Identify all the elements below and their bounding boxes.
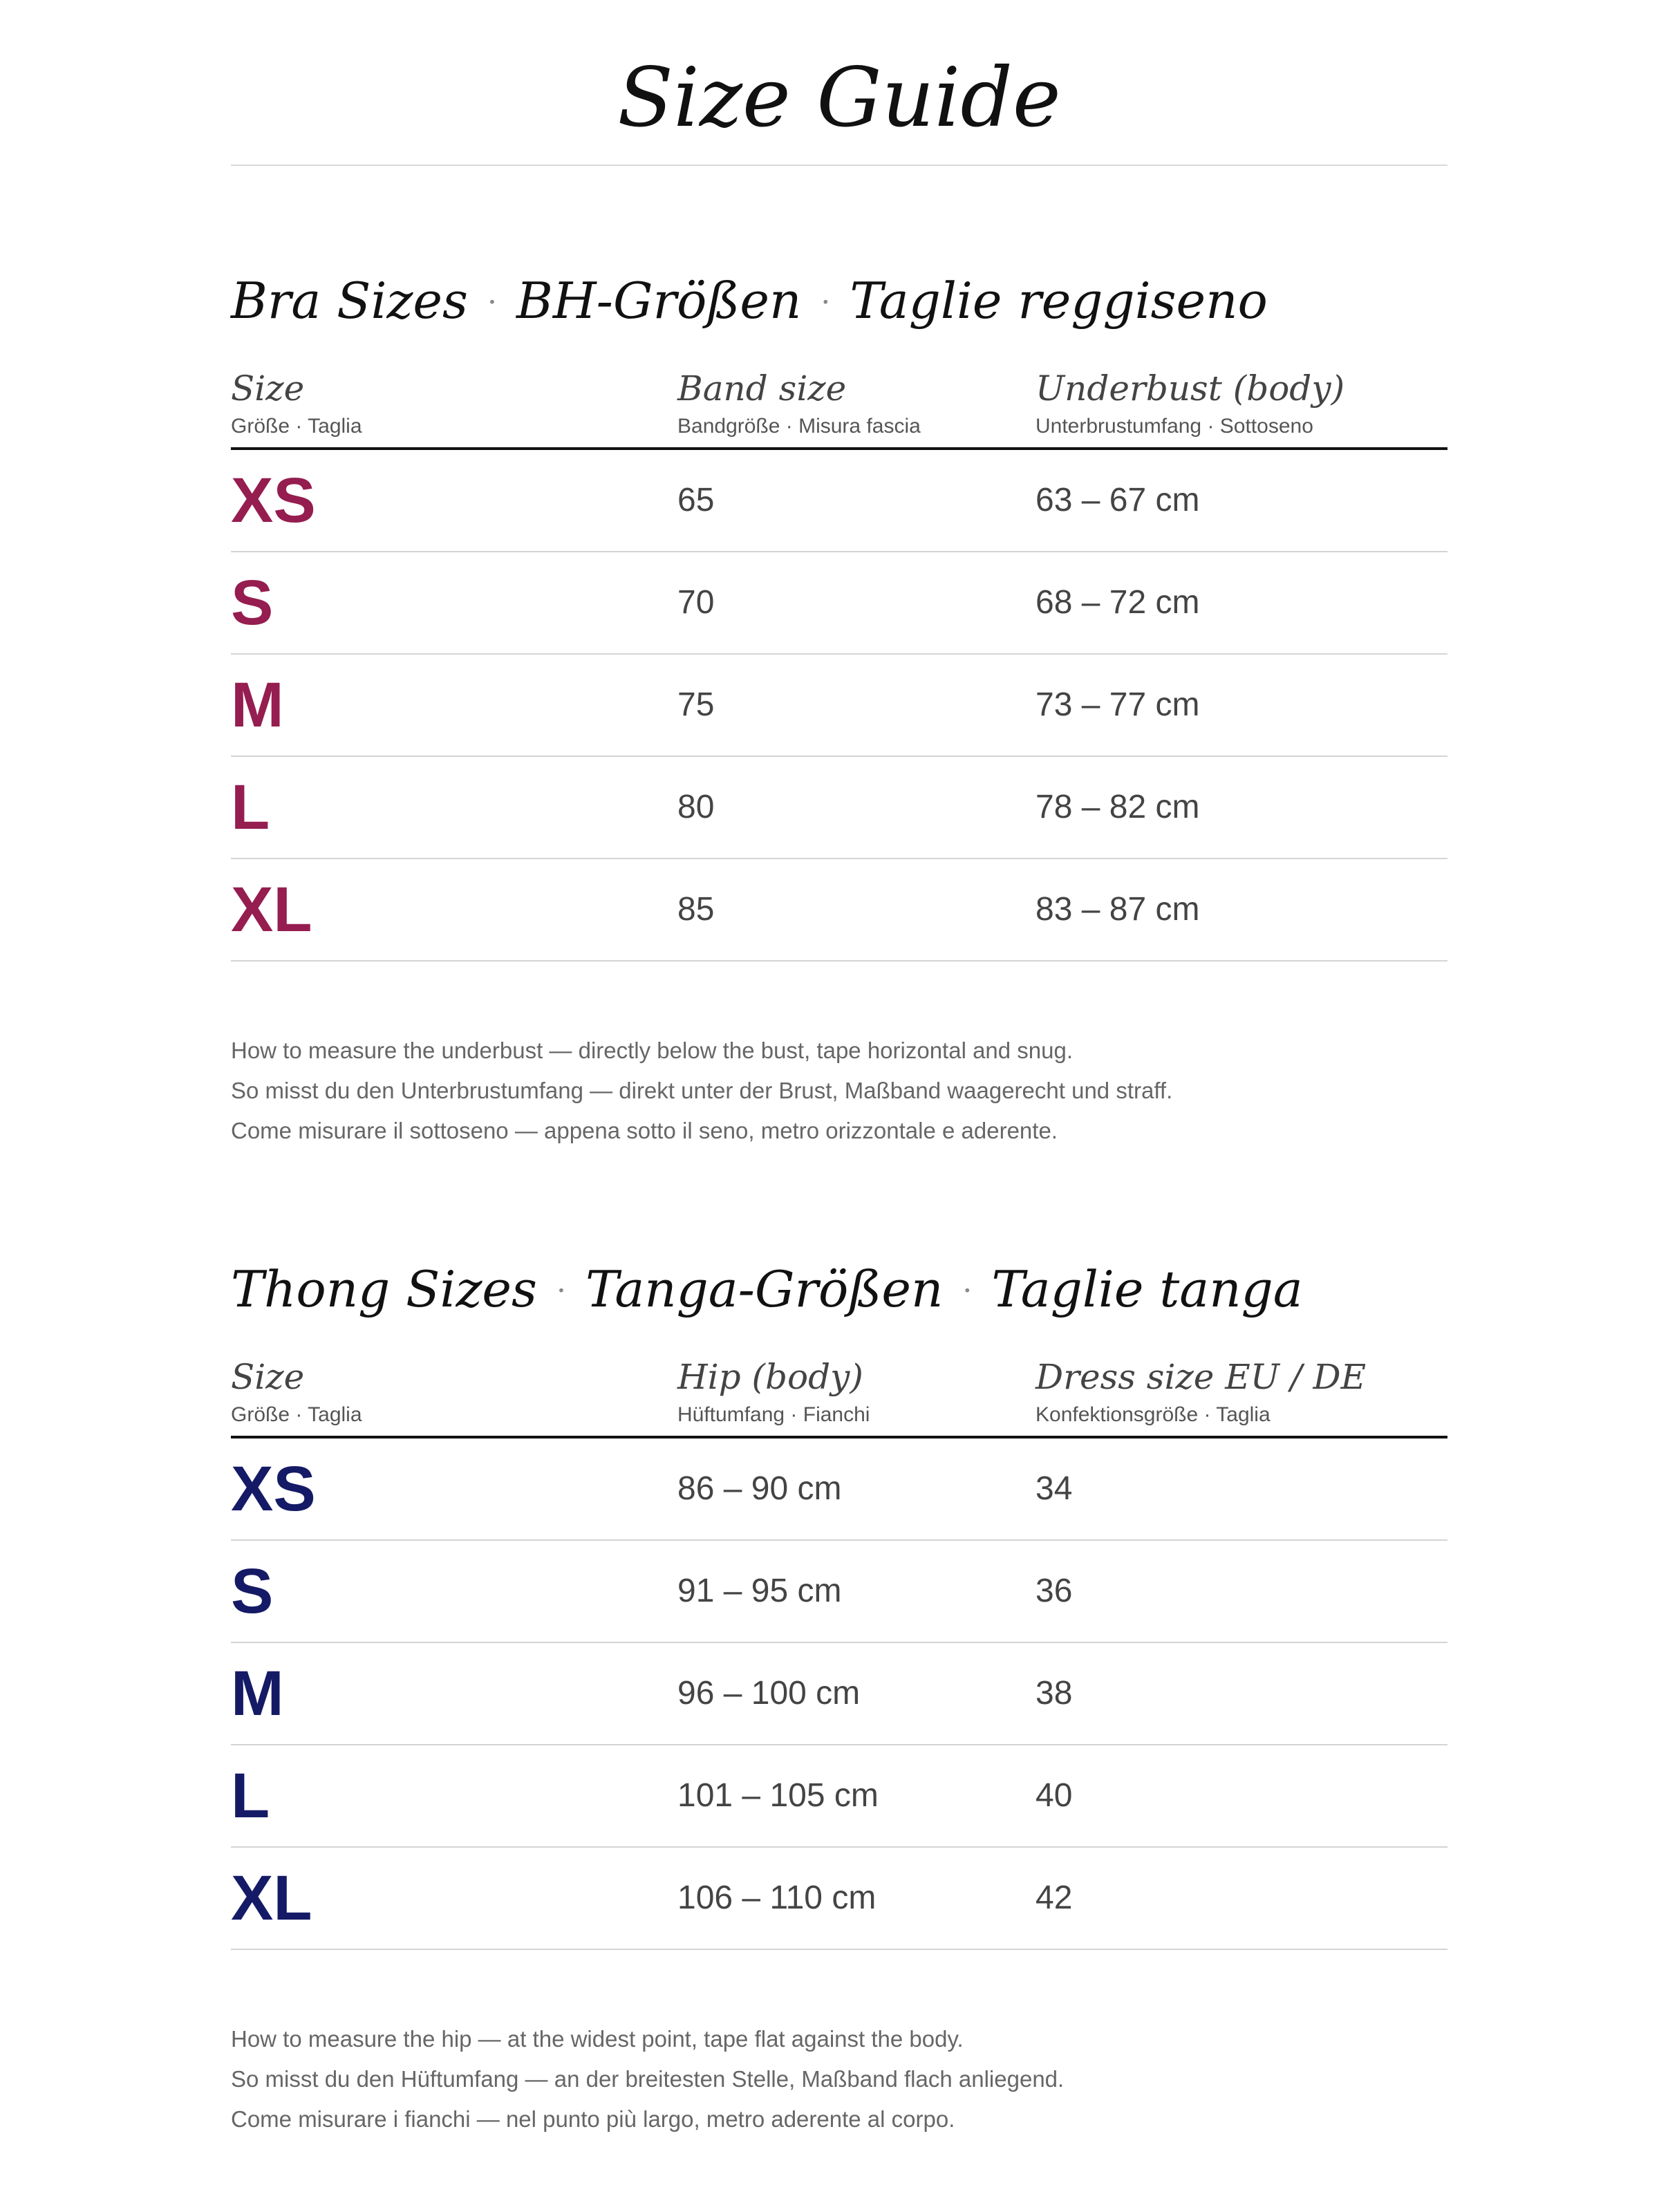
table-header [231, 364, 1447, 450]
bra-heading-en: Bra Sizes [231, 272, 468, 330]
underbust-value: 78 – 82 cm [1035, 789, 1200, 825]
hip-value: 96 – 100 cm [677, 1675, 861, 1712]
dress-size-value: 40 [1035, 1777, 1073, 1814]
underbust-value: 68 – 72 cm [1035, 584, 1200, 621]
size-label: S [231, 568, 274, 638]
column-header-underbust: Underbust (body) Unterbrustumfang · Sottoseno [1035, 368, 1345, 438]
column-header-hip: Hip (body) Hüftumfang · Fianchi [677, 1357, 870, 1426]
title-divider [231, 165, 1447, 166]
table-row [231, 655, 1447, 757]
column-header-size: Size Größe · Taglia [231, 1357, 362, 1426]
bra-heading-it: Taglie reggiseno [850, 272, 1268, 330]
dress-size-value: 38 [1035, 1675, 1073, 1712]
table-row [231, 1848, 1447, 1950]
table-row [231, 552, 1447, 655]
note-line-it: Come misurare il sottoseno — appena sotto il seno, metro orizzontale e aderente. [231, 1118, 1058, 1143]
size-label: L [231, 772, 270, 843]
heading-separator: · [487, 285, 497, 320]
table-row [231, 450, 1447, 552]
bra-size-table [231, 364, 1447, 962]
bra-section-heading [231, 266, 1447, 335]
dress-size-value: 42 [1035, 1880, 1073, 1916]
table-row [231, 757, 1447, 859]
size-label: L [231, 1761, 270, 1831]
thong-section-heading [231, 1255, 1447, 1324]
size-label: S [231, 1556, 274, 1627]
thong-heading-it: Taglie tanga [991, 1260, 1303, 1318]
bra-heading-de: BH-Größen [516, 272, 802, 330]
hip-value: 86 – 90 cm [677, 1470, 842, 1507]
table-row [231, 1745, 1447, 1848]
dress-size-value: 36 [1035, 1573, 1073, 1609]
note-line-en: How to measure the hip — at the widest point, tape flat against the body. [231, 2026, 964, 2052]
hip-value: 106 – 110 cm [677, 1880, 877, 1916]
thong-size-table [231, 1353, 1447, 1950]
size-label: XS [231, 1454, 316, 1524]
thong-heading-de: Tanga-Größen [585, 1260, 944, 1318]
page-title: Size Guide [617, 50, 1061, 145]
bra-measure-note [231, 1031, 1447, 1151]
table-row [231, 1438, 1447, 1541]
band-size-value: 65 [677, 482, 715, 518]
table-header [231, 1353, 1447, 1438]
underbust-value: 83 – 87 cm [1035, 891, 1200, 928]
note-line-de: So misst du den Hüftumfang — an der breitesten Stelle, Maßband flach anliegend. [231, 2066, 1065, 2092]
column-header-dress-size: Dress size EU / DE Konfektionsgröße · Taglia [1035, 1357, 1367, 1426]
heading-separator: · [962, 1273, 973, 1309]
thong-section [231, 1255, 1447, 2139]
size-label: XL [231, 1863, 312, 1933]
band-size-value: 85 [677, 891, 715, 928]
thong-measure-note [231, 2019, 1447, 2139]
underbust-value: 63 – 67 cm [1035, 482, 1200, 518]
band-size-value: 75 [677, 686, 715, 723]
hip-value: 91 – 95 cm [677, 1573, 842, 1609]
dress-size-value: 34 [1035, 1470, 1073, 1507]
column-header-band-size: Band size Bandgröße · Misura fascia [677, 368, 921, 438]
underbust-value: 73 – 77 cm [1035, 686, 1200, 723]
note-line-it: Come misurare i fianchi — nel punto più largo, metro aderente al corpo. [231, 2106, 955, 2132]
band-size-value: 70 [677, 584, 715, 621]
hip-value: 101 – 105 cm [677, 1777, 879, 1814]
bra-section [231, 266, 1447, 1151]
band-size-value: 80 [677, 789, 715, 825]
note-line-de: So misst du den Unterbrustumfang — direkt unter der Brust, Maßband waagerecht und straff. [231, 1078, 1173, 1103]
column-header-size: Size Größe · Taglia [231, 368, 362, 438]
note-line-en: How to measure the underbust — directly below the bust, tape horizontal and snug. [231, 1038, 1074, 1063]
thong-heading-en: Thong Sizes [231, 1260, 537, 1318]
size-guide-page [231, 0, 1447, 2139]
size-label: M [231, 670, 284, 740]
heading-separator: · [821, 285, 831, 320]
size-label: XS [231, 465, 316, 536]
size-label: M [231, 1658, 284, 1729]
table-row [231, 1643, 1447, 1745]
size-label: XL [231, 874, 312, 945]
table-row [231, 859, 1447, 962]
heading-separator: · [556, 1273, 566, 1309]
table-row [231, 1541, 1447, 1643]
